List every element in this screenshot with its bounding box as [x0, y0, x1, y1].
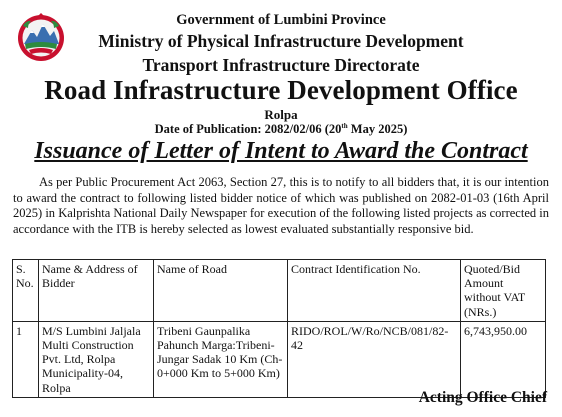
publication-date [0, 122, 562, 137]
publication-date-prefix: Date of Publication: 2082/02/06 (20 [154, 122, 342, 137]
directorate-title: Transport Infrastructure Directorate [142, 55, 420, 75]
table-header-row [13, 260, 546, 322]
publication-date-sup: th [341, 122, 348, 130]
bidder-table [12, 259, 546, 398]
cell-contract-id: RIDO/ROL/W/Ro/NCB/081/82-42 [288, 321, 461, 397]
header-sno: S. No. [13, 260, 39, 322]
district-label: Rolpa [264, 107, 298, 122]
header-contract-id: Contract Identification No. [288, 260, 461, 322]
header-amount: Quoted/Bid Amount without VAT (NRs.) [461, 260, 546, 322]
cell-bidder: M/S Lumbini Jaljala Multi Construction Pvt. Ltd, Rolpa Municipality-04, Rolpa [39, 321, 154, 397]
header-road: Name of Road [154, 260, 288, 322]
table-row [13, 321, 546, 397]
government-title: Government of Lumbini Province [176, 12, 386, 28]
ministry-title: Ministry of Physical Infrastructure Development [98, 31, 464, 51]
notice-body: As per Public Procurement Act 2063, Section 27, this is to notify to all bidders that, it is our intention to award the contract to following listed bidder notice of which was published on 2082-01-03 (16th April 2025) in Kalprishta National Daily Newspaper for execution of the following listed projects as corrected in accordance with the ITB is hereby selected as lowest evaluated substantially responsive bid. [13, 175, 549, 236]
notice-subject: Issuance of Letter of Intent to Award the Contract [34, 138, 528, 164]
office-title: Road Infrastructure Development Office [44, 75, 518, 105]
signature: Acting Office Chief [418, 389, 547, 406]
publication-date-suffix: May 2025) [347, 122, 408, 137]
header-bidder: Name & Address of Bidder [39, 260, 154, 322]
cell-road: Tribeni Gaunpalika Pahunch Marga:Tribeni-Jungar Sadak 10 Km (Ch-0+000 Km to 5+000 Km) [154, 321, 288, 397]
cell-amount: 6,743,950.00 [461, 321, 546, 397]
cell-sno: 1 [13, 321, 39, 397]
